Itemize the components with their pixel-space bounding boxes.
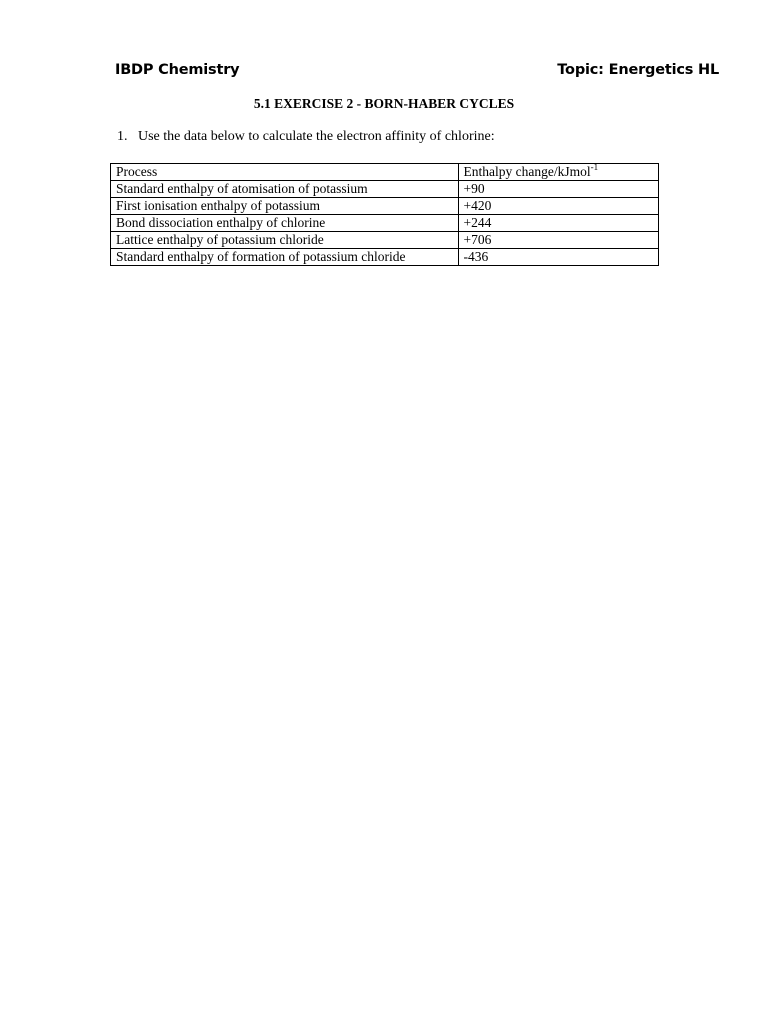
header-enthalpy-text: Enthalpy change/kJmol xyxy=(463,164,591,179)
process-cell: First ionisation enthalpy of potassium xyxy=(111,198,459,215)
table-row xyxy=(111,215,659,232)
topic-title: Topic: Energetics HL xyxy=(557,62,719,78)
header-enthalpy xyxy=(458,161,658,181)
value-cell: +420 xyxy=(458,198,658,215)
process-cell: Lattice enthalpy of potassium chloride xyxy=(111,232,459,249)
header-process-text: Process xyxy=(116,164,158,179)
process-cell: Standard enthalpy of atomisation of potassium xyxy=(111,181,459,198)
enthalpy-data-table xyxy=(110,163,659,266)
value-cell: +90 xyxy=(458,181,658,198)
question-1 xyxy=(117,129,495,145)
exercise-title xyxy=(0,96,768,112)
table-row xyxy=(111,232,659,249)
page-header xyxy=(115,62,719,78)
table-row xyxy=(111,198,659,215)
process-cell: Bond dissociation enthalpy of chlorine xyxy=(111,215,459,232)
table-header-row xyxy=(111,164,659,181)
question-text: Use the data below to calculate the electron affinity of chlorine: xyxy=(138,129,495,144)
value-cell: +706 xyxy=(458,232,658,249)
value-cell: -436 xyxy=(458,249,658,266)
table-row xyxy=(111,181,659,198)
question-number: 1. xyxy=(117,129,128,144)
header-enthalpy-exponent: -1 xyxy=(590,161,599,172)
course-title: IBDP Chemistry xyxy=(115,62,240,78)
exercise-title-text: 5.1 EXERCISE 2 - BORN-HABER CYCLES xyxy=(253,96,515,111)
process-cell: Standard enthalpy of formation of potassium chloride xyxy=(111,249,459,266)
value-cell: +244 xyxy=(458,215,658,232)
header-process xyxy=(111,164,459,181)
table-row xyxy=(111,249,659,266)
